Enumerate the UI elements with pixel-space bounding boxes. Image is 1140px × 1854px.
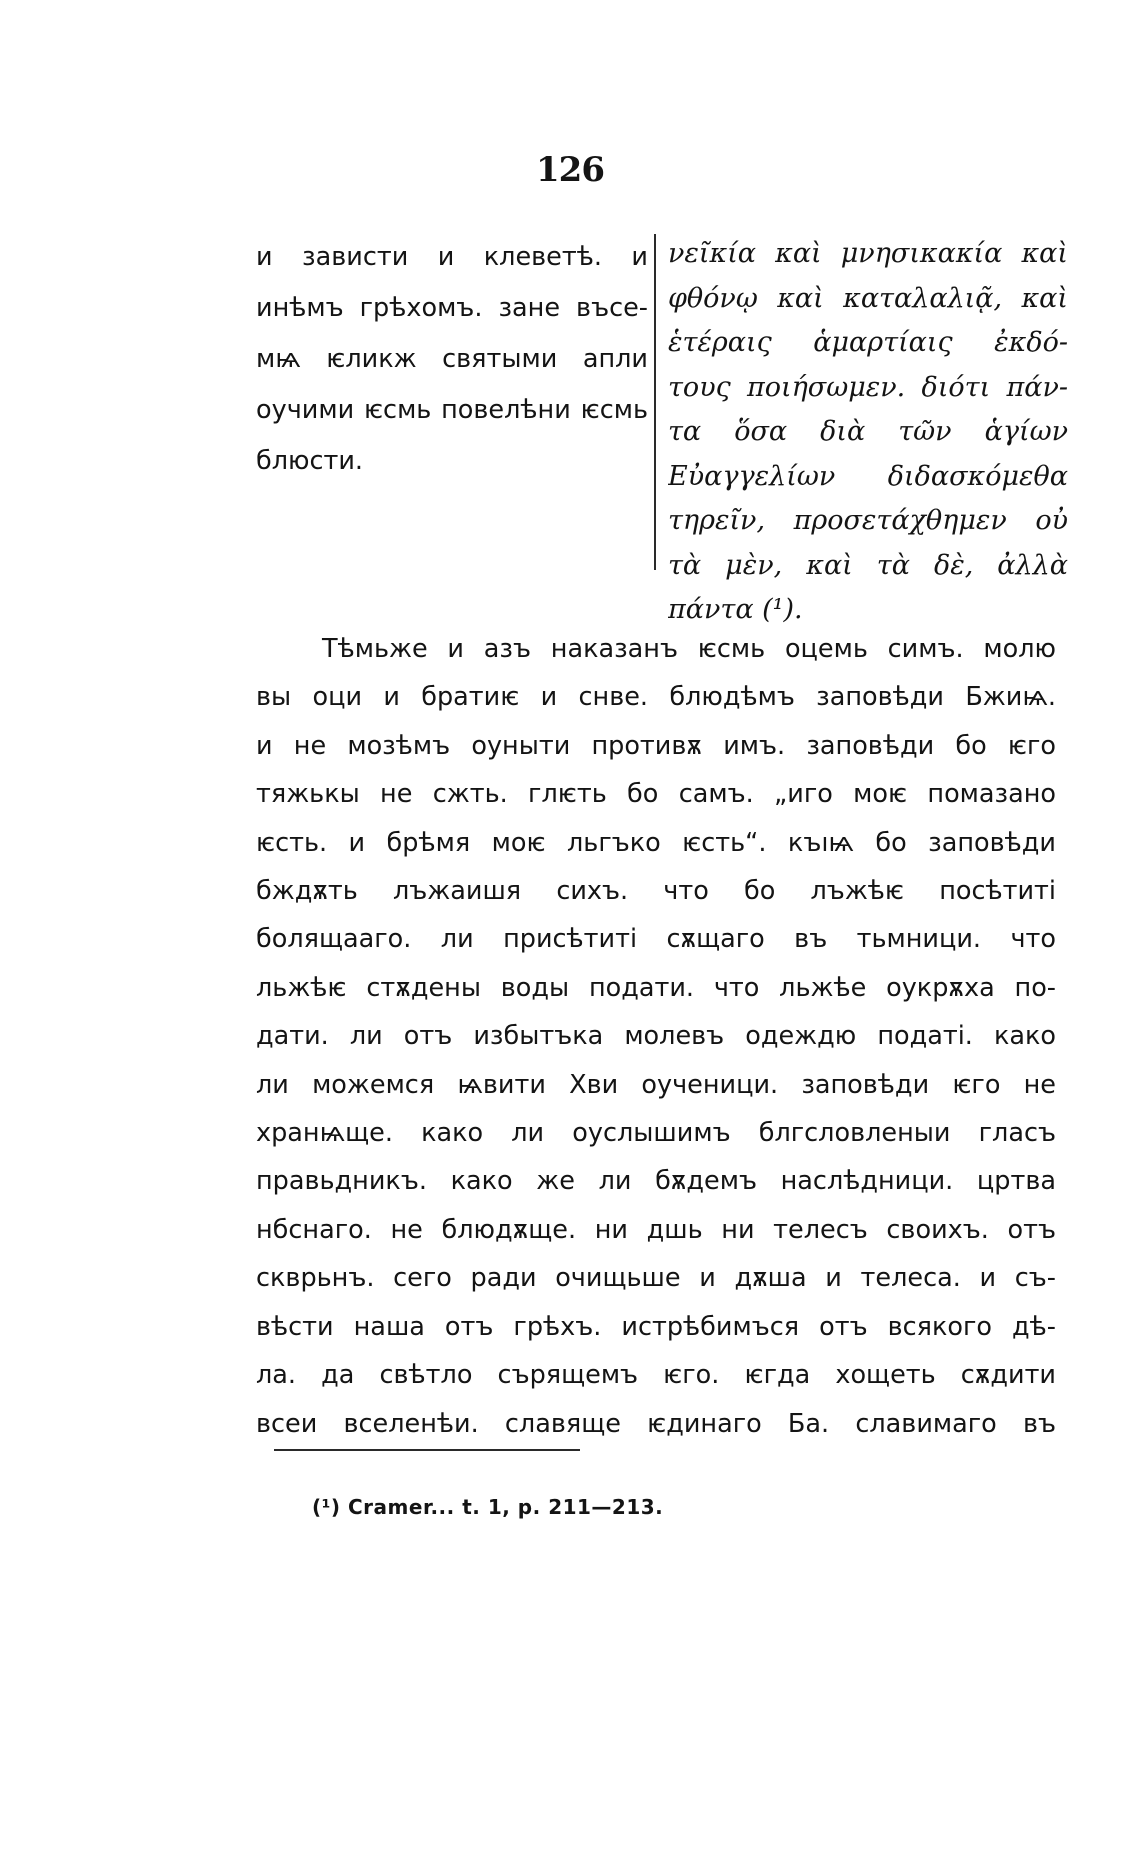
right-column-greek [668,232,1068,633]
body-line: ли можемся ѩвити Хви оученици. заповѣди ѥго не [256,1069,1056,1100]
right-column-line: τηρεῖν, προσετάχθημεν οὐ [668,505,1068,536]
left-column-line: и зависти и клеветѣ. и [256,242,648,272]
right-column-line: πάντα (¹). [668,594,803,625]
left-column-line: оучими ѥсмь повелѣни ѥсмь [256,395,648,425]
body-line: Тѣмьже и азъ наказанъ ѥсмь оцемь симъ. молю [322,634,1056,664]
right-column-line: ἑτέραις ἁμαρτίαις ἐκδό- [668,327,1068,358]
body-line: вы оци и братиѥ и снве. блюдѣмъ заповѣди Бжиѩ. [256,682,1056,713]
body-line: тяжькы не сжть. глѥть бо самъ. „иго моѥ помазано [256,779,1056,810]
right-column-line: Εὐαγγελίων διδασκόμεθα [668,460,1068,492]
left-column-line: инѣмъ грѣхомъ. зане въсе- [256,293,648,323]
body-line: болящааго. ли присѣтиті сѫщаго въ тьмници. что [256,924,1056,955]
right-column-line: τὰ μὲν, καὶ τὰ δὲ, ἀλλὰ [668,549,1068,581]
body-line: льжѣѥ стѫдены воды подати. что льжѣе оукрѫха по- [256,972,1056,1003]
body-line: бждѫть лъжаишя сихъ. что бо лъжѣѥ посѣтиті [256,876,1056,907]
body-line: скврьнъ. сего ради очищьше и дѫша и телеса. и съ- [256,1263,1056,1294]
body-line: хранѩще. како ли оуслышимъ блгсловленыи гласъ [256,1118,1056,1149]
left-column-line: блюсти. [256,446,364,476]
left-column-line: мѩ ѥликж святыми апли [256,344,648,374]
body-line: и не мозѣмъ оуныти противѫ имъ. заповѣди бо ѥго [256,730,1056,761]
body-line: ѥсть. и брѣмя моѥ льгъко ѥсть“. къıѩ бо заповѣди [256,827,1056,858]
left-column-slavonic [256,232,648,487]
right-column-line: τους ποιήσωμεν. διότι πάν- [668,371,1068,403]
body-line: ла. да свѣтло сърящемъ ѥго. ѥгда хощеть сѫдити [256,1360,1056,1391]
page-number: 126 [536,150,604,190]
body-line: всеи вселенѣи. славяще ѥдинаго Ба. славимаго въ [256,1408,1056,1439]
body-line: правьдникъ. како же ли бѫдемъ наслѣдници. цртва [256,1166,1056,1197]
footnote: (¹) Cramer... t. 1, p. 211—213. [312,1495,664,1519]
column-divider [654,234,656,570]
body-line: нбснаго. не блюдѫще. ни дшь ни телесъ своихъ. отъ [256,1214,1056,1245]
footnote-rule [274,1449,580,1451]
body-line: дати. ли отъ избытъка молевъ одеждю податі. како [256,1021,1056,1052]
body-line: вѣсти наша отъ грѣхъ. истрѣбимъся отъ всякого дѣ- [256,1311,1056,1342]
right-column-line: τα ὅσα διὰ τῶν ἁγίων [668,416,1068,447]
main-paragraph [256,625,1056,1448]
right-column-line: νεῖκία καὶ μνησικακία καὶ [668,238,1068,269]
parallel-columns [256,232,1068,625]
right-column-line: φθόνῳ καὶ καταλαλιᾷ, καὶ [668,282,1068,314]
